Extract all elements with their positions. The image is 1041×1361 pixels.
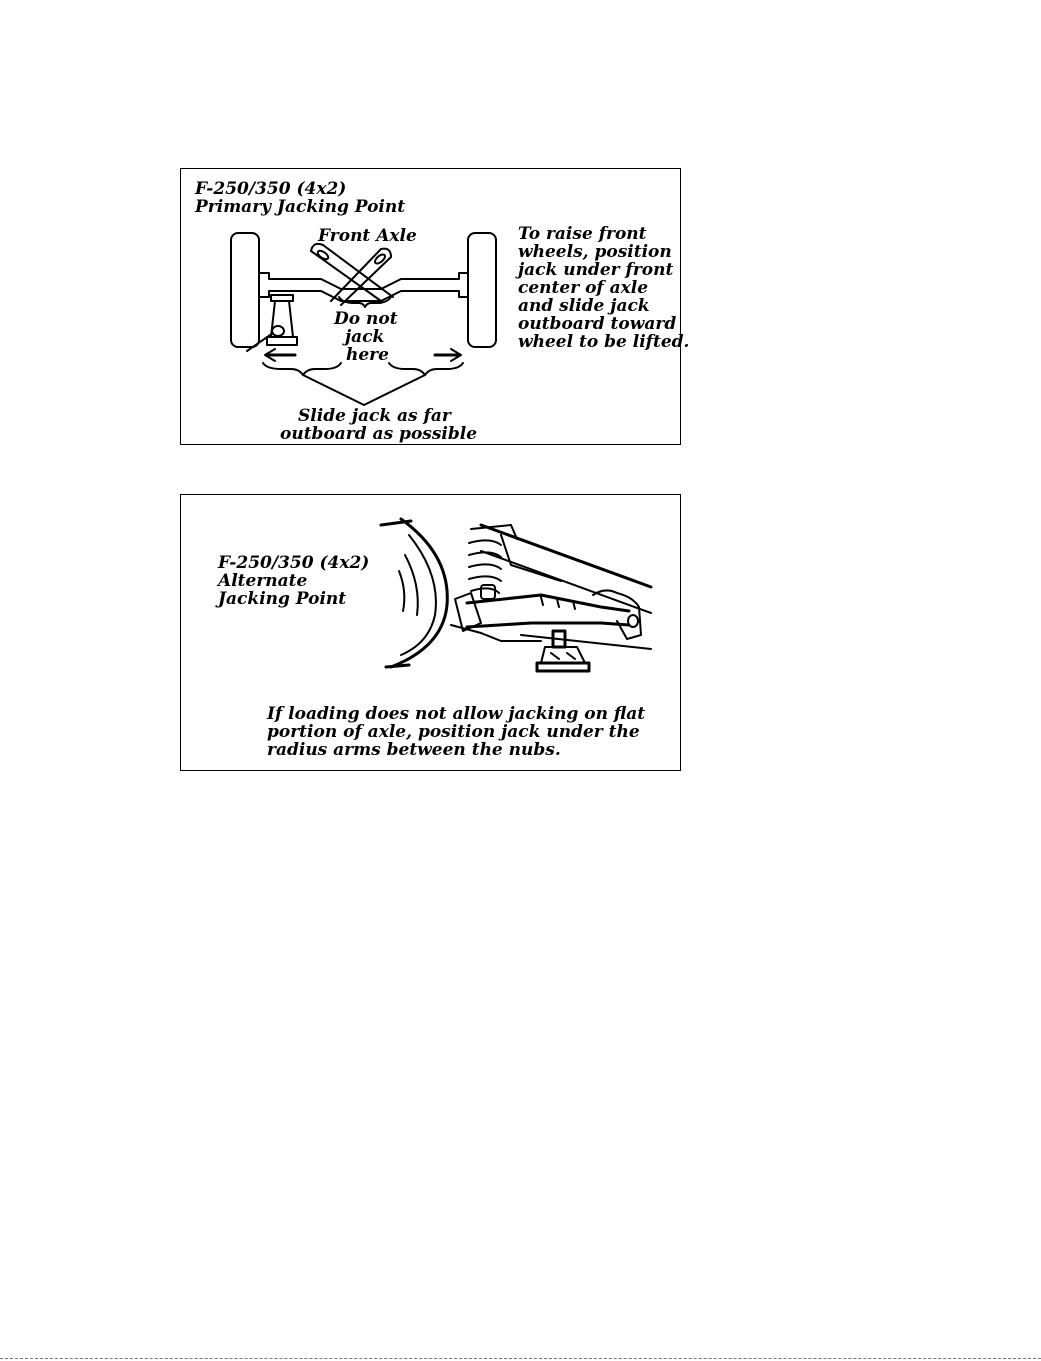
front-suspension-diagram	[181, 495, 680, 695]
slide-jack-line1: Slide jack as far	[298, 406, 451, 426]
slide-jack-line2: outboard as possible	[280, 424, 478, 444]
alternate-title-line1: F-250/350 (4x2)	[218, 553, 370, 573]
instruction-line1: To raise front	[518, 224, 647, 244]
instruction-line3: jack under front	[518, 260, 674, 280]
instruction-line5: and slide jack	[518, 296, 650, 316]
instruction-line4: center of axle	[518, 278, 649, 298]
instruction-line2: wheels, position	[518, 242, 672, 262]
primary-jacking-panel	[180, 168, 690, 445]
alternate-title-line2: Alternate	[218, 571, 308, 591]
do-not-jack-line1: Do not	[334, 309, 398, 329]
instruction-line6: outboard toward	[518, 314, 677, 334]
caption-line1: If loading does not allow jacking on flat	[267, 704, 646, 724]
do-not-jack-line3: here	[346, 345, 389, 365]
alternate-title-line3: Jacking Point	[218, 589, 347, 609]
primary-title-line2: Primary Jacking Point	[195, 197, 406, 217]
front-axle-diagram	[181, 169, 511, 409]
instruction-line7: wheel to be lifted.	[518, 332, 690, 352]
front-axle-label: Front Axle	[318, 226, 417, 246]
alternate-jacking-panel	[180, 494, 681, 771]
do-not-jack-line2: jack	[345, 327, 385, 347]
page-bottom-rule	[0, 1358, 1041, 1359]
caption-line2: portion of axle, position jack under the	[267, 722, 640, 742]
primary-title-line1: F-250/350 (4x2)	[195, 179, 347, 199]
caption-line3: radius arms between the nubs.	[267, 740, 561, 760]
